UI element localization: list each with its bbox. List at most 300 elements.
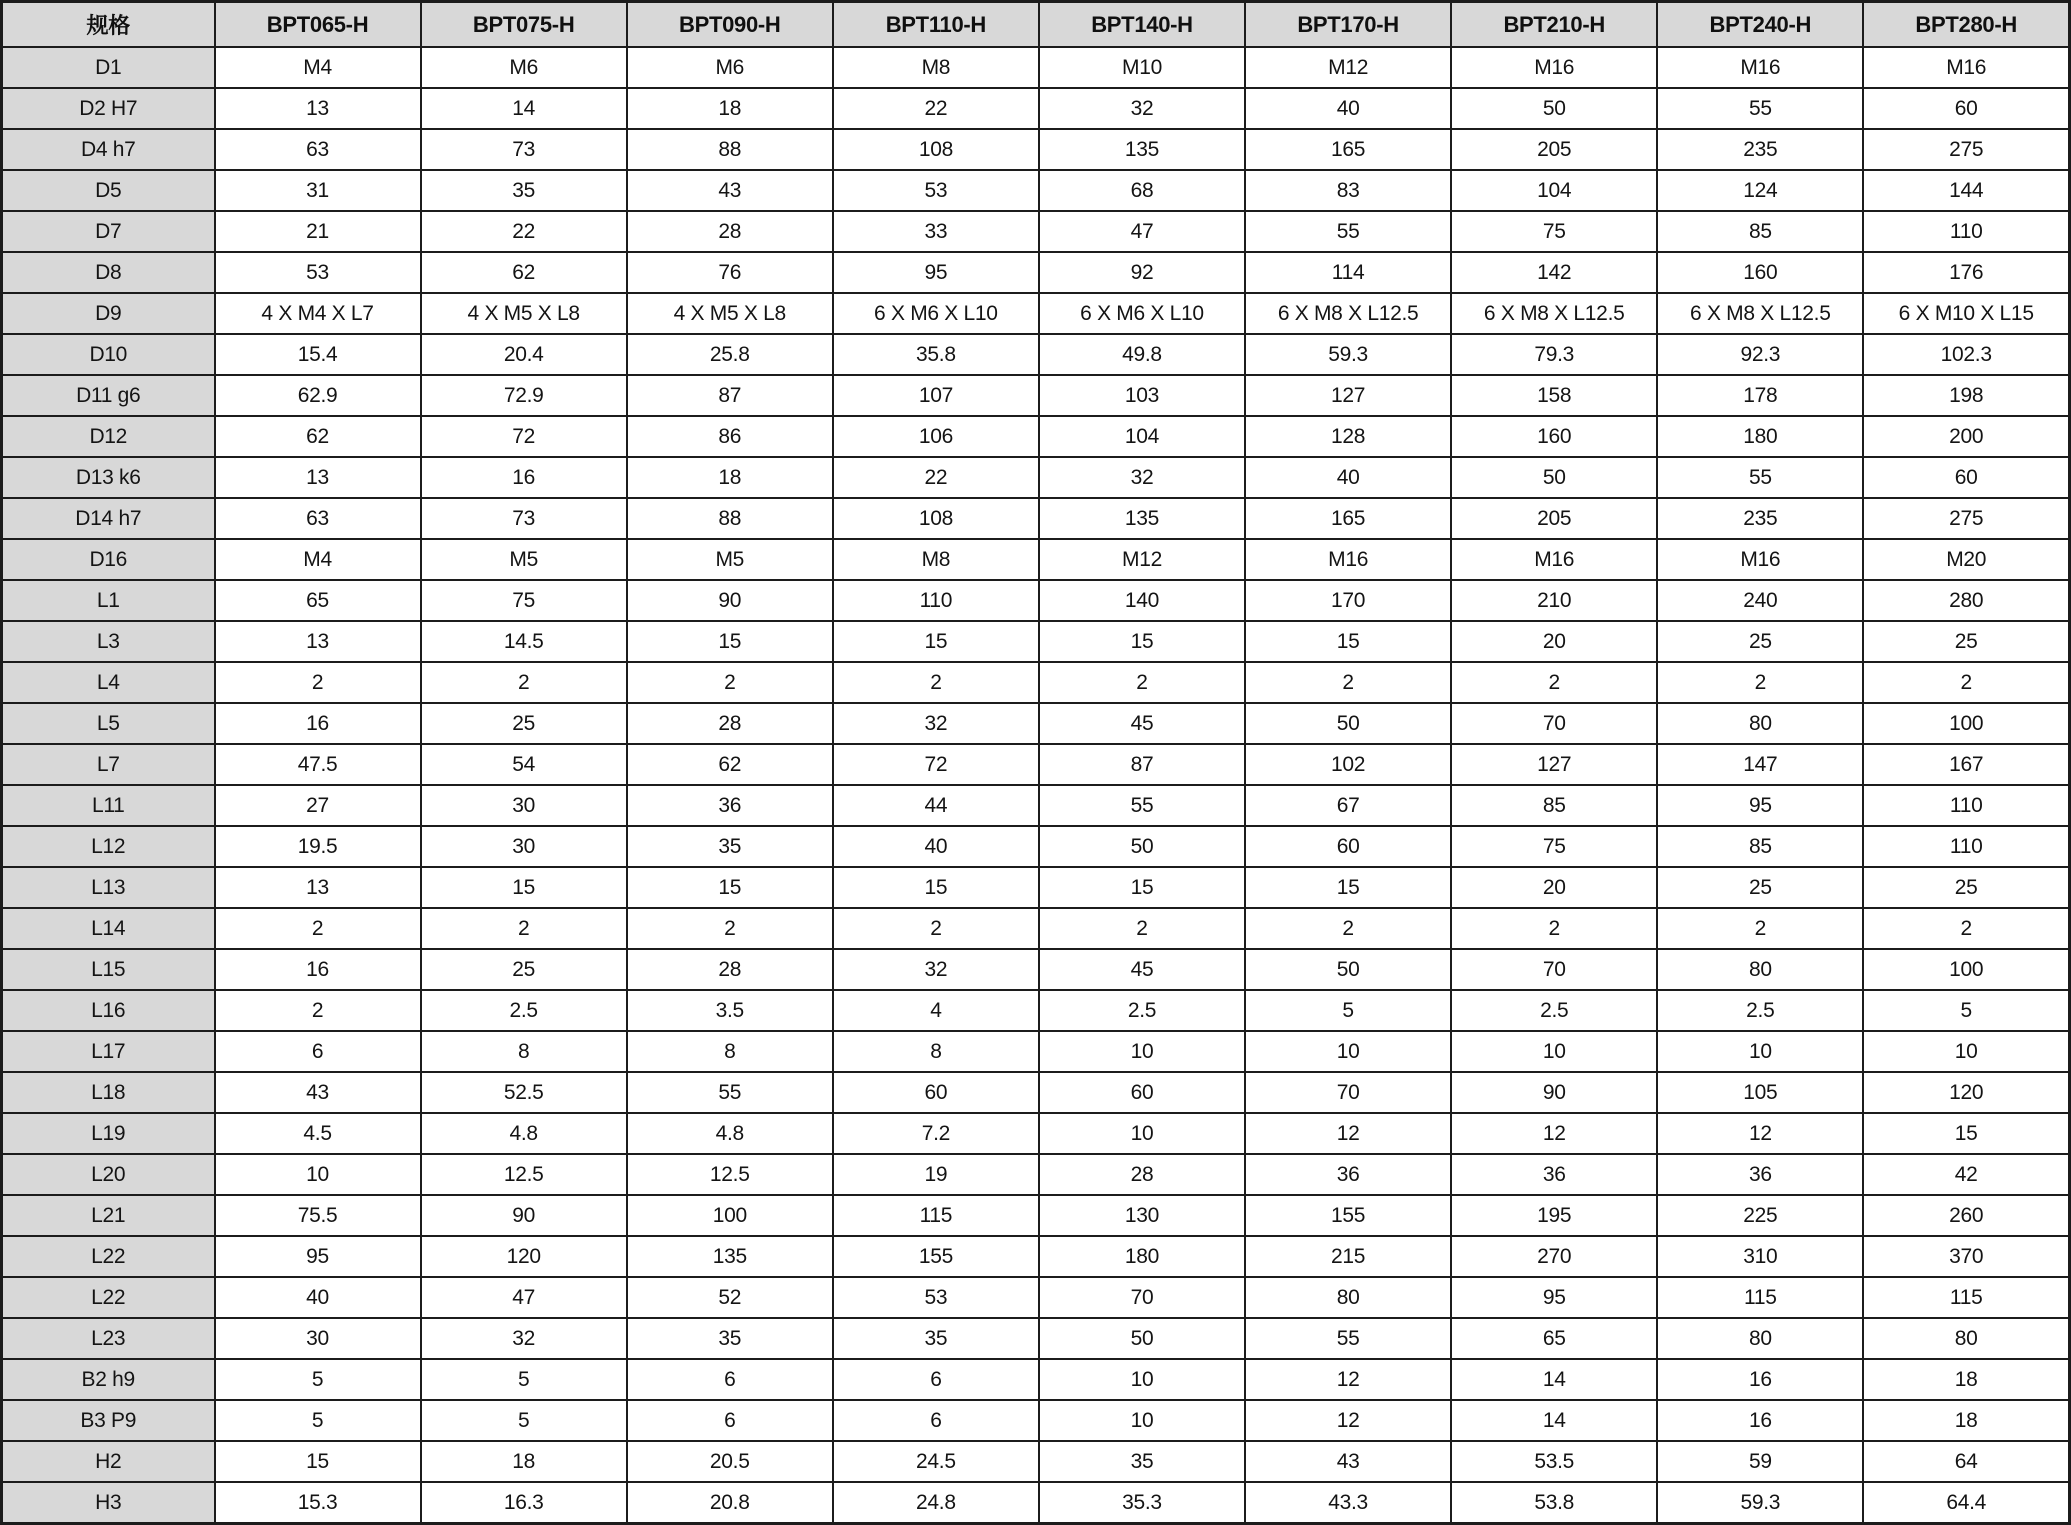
table-cell: 2 xyxy=(1245,662,1451,703)
table-cell: 28 xyxy=(627,211,833,252)
table-cell: 15 xyxy=(1245,867,1451,908)
table-cell: 158 xyxy=(1451,375,1657,416)
table-cell: 55 xyxy=(1657,457,1863,498)
table-cell: 49.8 xyxy=(1039,334,1245,375)
table-cell: 90 xyxy=(1451,1072,1657,1113)
table-cell: 135 xyxy=(1039,498,1245,539)
table-cell: 30 xyxy=(421,826,627,867)
table-cell: 15 xyxy=(1039,621,1245,662)
table-cell: 4 X M5 X L8 xyxy=(421,293,627,334)
table-cell: 2 xyxy=(833,662,1039,703)
table-cell: 155 xyxy=(1245,1195,1451,1236)
table-cell: 40 xyxy=(215,1277,421,1318)
table-cell: 15 xyxy=(627,621,833,662)
table-cell: 45 xyxy=(1039,703,1245,744)
table-cell: 115 xyxy=(1657,1277,1863,1318)
table-cell: 62 xyxy=(421,252,627,293)
table-cell: 275 xyxy=(1863,498,2069,539)
table-cell: 2 xyxy=(1039,662,1245,703)
table-cell: M5 xyxy=(627,539,833,580)
table-cell: 107 xyxy=(833,375,1039,416)
table-cell: 28 xyxy=(1039,1154,1245,1195)
table-row xyxy=(2,211,2070,252)
table-cell: 147 xyxy=(1657,744,1863,785)
table-cell: 10 xyxy=(1451,1031,1657,1072)
table-cell: 62 xyxy=(627,744,833,785)
table-cell: 12 xyxy=(1657,1113,1863,1154)
table-cell: 108 xyxy=(833,129,1039,170)
table-cell: 80 xyxy=(1657,703,1863,744)
table-cell: 6 xyxy=(627,1400,833,1441)
table-cell: 4.8 xyxy=(421,1113,627,1154)
table-cell: 65 xyxy=(215,580,421,621)
table-cell: 160 xyxy=(1451,416,1657,457)
row-label: D2 H7 xyxy=(2,88,215,129)
table-cell: 2 xyxy=(1863,662,2069,703)
table-cell: 55 xyxy=(1245,1318,1451,1359)
table-row xyxy=(2,1400,2070,1441)
row-label: L11 xyxy=(2,785,215,826)
table-cell: 42 xyxy=(1863,1154,2069,1195)
table-cell: 2 xyxy=(1451,662,1657,703)
table-cell: 95 xyxy=(215,1236,421,1277)
table-cell: 55 xyxy=(627,1072,833,1113)
row-label: D13 k6 xyxy=(2,457,215,498)
table-cell: 10 xyxy=(1039,1031,1245,1072)
table-cell: M16 xyxy=(1657,47,1863,88)
table-cell: 70 xyxy=(1039,1277,1245,1318)
table-cell: 52.5 xyxy=(421,1072,627,1113)
table-cell: 13 xyxy=(215,867,421,908)
row-label: L5 xyxy=(2,703,215,744)
table-cell: 35.3 xyxy=(1039,1482,1245,1524)
table-cell: 6 X M6 X L10 xyxy=(833,293,1039,334)
table-cell: 167 xyxy=(1863,744,2069,785)
table-cell: 32 xyxy=(833,949,1039,990)
table-cell: 32 xyxy=(1039,457,1245,498)
table-cell: 105 xyxy=(1657,1072,1863,1113)
table-cell: 13 xyxy=(215,621,421,662)
table-cell: 15.3 xyxy=(215,1482,421,1524)
table-cell: 79.3 xyxy=(1451,334,1657,375)
table-cell: 32 xyxy=(421,1318,627,1359)
table-cell: 55 xyxy=(1657,88,1863,129)
table-cell: M12 xyxy=(1039,539,1245,580)
table-cell: 87 xyxy=(1039,744,1245,785)
table-cell: 53.8 xyxy=(1451,1482,1657,1524)
table-cell: 100 xyxy=(627,1195,833,1236)
table-cell: 2 xyxy=(1657,662,1863,703)
table-cell: M16 xyxy=(1245,539,1451,580)
table-cell: 35 xyxy=(421,170,627,211)
table-cell: 47.5 xyxy=(215,744,421,785)
table-cell: 70 xyxy=(1451,703,1657,744)
table-cell: 80 xyxy=(1657,1318,1863,1359)
row-label: L1 xyxy=(2,580,215,621)
table-cell: 180 xyxy=(1039,1236,1245,1277)
table-cell: 25 xyxy=(421,703,627,744)
row-label: L18 xyxy=(2,1072,215,1113)
table-cell: 275 xyxy=(1863,129,2069,170)
table-cell: 108 xyxy=(833,498,1039,539)
table-cell: 104 xyxy=(1451,170,1657,211)
row-label: D9 xyxy=(2,293,215,334)
table-cell: 110 xyxy=(1863,826,2069,867)
table-row xyxy=(2,744,2070,785)
table-cell: 16.3 xyxy=(421,1482,627,1524)
table-cell: 15 xyxy=(1039,867,1245,908)
row-label: D12 xyxy=(2,416,215,457)
table-cell: 2.5 xyxy=(1451,990,1657,1031)
row-label: L7 xyxy=(2,744,215,785)
table-cell: 6 xyxy=(833,1400,1039,1441)
row-label: L22 xyxy=(2,1236,215,1277)
table-cell: 8 xyxy=(421,1031,627,1072)
table-cell: 176 xyxy=(1863,252,2069,293)
table-row xyxy=(2,375,2070,416)
table-cell: 15 xyxy=(627,867,833,908)
table-cell: 15 xyxy=(833,867,1039,908)
table-cell: 63 xyxy=(215,129,421,170)
table-cell: 18 xyxy=(421,1441,627,1482)
table-cell: 5 xyxy=(421,1400,627,1441)
table-cell: 16 xyxy=(215,703,421,744)
table-row xyxy=(2,703,2070,744)
table-cell: 15 xyxy=(215,1441,421,1482)
table-cell: 165 xyxy=(1245,129,1451,170)
table-cell: 90 xyxy=(421,1195,627,1236)
column-header-bpt075-h: BPT075-H xyxy=(421,2,627,48)
table-cell: 20.8 xyxy=(627,1482,833,1524)
table-cell: 36 xyxy=(1657,1154,1863,1195)
table-cell: 75.5 xyxy=(215,1195,421,1236)
table-cell: 20.5 xyxy=(627,1441,833,1482)
table-cell: 12 xyxy=(1451,1113,1657,1154)
column-header-bpt240-h: BPT240-H xyxy=(1657,2,1863,48)
header-row xyxy=(2,2,2070,48)
table-cell: 14 xyxy=(1451,1359,1657,1400)
table-cell: 72 xyxy=(421,416,627,457)
table-cell: 53.5 xyxy=(1451,1441,1657,1482)
table-cell: 4 X M5 X L8 xyxy=(627,293,833,334)
row-label: L14 xyxy=(2,908,215,949)
table-cell: 25 xyxy=(1657,867,1863,908)
column-header-bpt170-h: BPT170-H xyxy=(1245,2,1451,48)
table-cell: 2 xyxy=(1657,908,1863,949)
row-label: L21 xyxy=(2,1195,215,1236)
table-cell: 35 xyxy=(627,826,833,867)
table-cell: 59.3 xyxy=(1657,1482,1863,1524)
table-cell: 10 xyxy=(1039,1359,1245,1400)
table-cell: 95 xyxy=(833,252,1039,293)
table-cell: 12 xyxy=(1245,1359,1451,1400)
table-cell: 7.2 xyxy=(833,1113,1039,1154)
table-cell: 32 xyxy=(833,703,1039,744)
column-header-bpt090-h: BPT090-H xyxy=(627,2,833,48)
table-cell: 2 xyxy=(1039,908,1245,949)
table-cell: 110 xyxy=(1863,785,2069,826)
table-cell: 47 xyxy=(1039,211,1245,252)
table-cell: 95 xyxy=(1657,785,1863,826)
table-cell: 40 xyxy=(1245,88,1451,129)
table-cell: 110 xyxy=(833,580,1039,621)
table-cell: 30 xyxy=(421,785,627,826)
row-label: L3 xyxy=(2,621,215,662)
table-cell: 64 xyxy=(1863,1441,2069,1482)
table-cell: 55 xyxy=(1245,211,1451,252)
table-cell: 103 xyxy=(1039,375,1245,416)
table-cell: M16 xyxy=(1451,47,1657,88)
table-cell: 15 xyxy=(1863,1113,2069,1154)
table-cell: 114 xyxy=(1245,252,1451,293)
table-cell: 15 xyxy=(833,621,1039,662)
table-cell: 310 xyxy=(1657,1236,1863,1277)
table-row xyxy=(2,990,2070,1031)
table-cell: 15 xyxy=(1245,621,1451,662)
table-cell: 45 xyxy=(1039,949,1245,990)
row-label: D4 h7 xyxy=(2,129,215,170)
table-cell: 100 xyxy=(1863,703,2069,744)
table-cell: 90 xyxy=(627,580,833,621)
table-row xyxy=(2,1195,2070,1236)
table-cell: 73 xyxy=(421,498,627,539)
table-cell: 85 xyxy=(1657,826,1863,867)
table-cell: 22 xyxy=(833,88,1039,129)
table-cell: 53 xyxy=(833,1277,1039,1318)
row-label: D16 xyxy=(2,539,215,580)
table-cell: 28 xyxy=(627,703,833,744)
table-row xyxy=(2,1359,2070,1400)
row-label: L4 xyxy=(2,662,215,703)
table-cell: 85 xyxy=(1657,211,1863,252)
table-cell: 22 xyxy=(833,457,1039,498)
table-row xyxy=(2,908,2070,949)
table-cell: 50 xyxy=(1245,949,1451,990)
table-cell: 80 xyxy=(1657,949,1863,990)
table-row xyxy=(2,1318,2070,1359)
table-cell: 43 xyxy=(627,170,833,211)
row-label: L12 xyxy=(2,826,215,867)
table-cell: 16 xyxy=(1657,1400,1863,1441)
table-cell: 6 X M6 X L10 xyxy=(1039,293,1245,334)
table-cell: 60 xyxy=(1863,457,2069,498)
table-cell: 59.3 xyxy=(1245,334,1451,375)
table-cell: 53 xyxy=(833,170,1039,211)
table-cell: 144 xyxy=(1863,170,2069,211)
table-cell: 33 xyxy=(833,211,1039,252)
table-row xyxy=(2,1113,2070,1154)
table-cell: 43 xyxy=(1245,1441,1451,1482)
table-cell: 2.5 xyxy=(421,990,627,1031)
table-cell: 235 xyxy=(1657,129,1863,170)
table-cell: 95 xyxy=(1451,1277,1657,1318)
table-cell: 160 xyxy=(1657,252,1863,293)
table-cell: 75 xyxy=(1451,211,1657,252)
table-cell: 5 xyxy=(215,1359,421,1400)
table-cell: 4 X M4 X L7 xyxy=(215,293,421,334)
table-cell: 25.8 xyxy=(627,334,833,375)
table-cell: 2 xyxy=(421,908,627,949)
table-cell: 88 xyxy=(627,129,833,170)
row-label: L20 xyxy=(2,1154,215,1195)
table-cell: 35 xyxy=(1039,1441,1245,1482)
table-cell: 50 xyxy=(1039,1318,1245,1359)
table-cell: 80 xyxy=(1863,1318,2069,1359)
table-cell: 86 xyxy=(627,416,833,457)
table-cell: M4 xyxy=(215,47,421,88)
table-cell: 20.4 xyxy=(421,334,627,375)
table-row xyxy=(2,1277,2070,1318)
table-cell: 4 xyxy=(833,990,1039,1031)
table-cell: 270 xyxy=(1451,1236,1657,1277)
table-row xyxy=(2,826,2070,867)
table-cell: 12.5 xyxy=(627,1154,833,1195)
table-cell: 10 xyxy=(1657,1031,1863,1072)
table-cell: 6 xyxy=(215,1031,421,1072)
table-cell: 70 xyxy=(1245,1072,1451,1113)
table-cell: 62.9 xyxy=(215,375,421,416)
table-cell: 47 xyxy=(421,1277,627,1318)
table-cell: 135 xyxy=(1039,129,1245,170)
table-cell: 25 xyxy=(1657,621,1863,662)
row-label: D11 g6 xyxy=(2,375,215,416)
table-cell: 165 xyxy=(1245,498,1451,539)
table-cell: 76 xyxy=(627,252,833,293)
table-cell: 6 X M8 X L12.5 xyxy=(1657,293,1863,334)
table-cell: 6 X M10 X L15 xyxy=(1863,293,2069,334)
table-cell: 5 xyxy=(215,1400,421,1441)
table-cell: 115 xyxy=(1863,1277,2069,1318)
table-cell: 142 xyxy=(1451,252,1657,293)
table-cell: 92 xyxy=(1039,252,1245,293)
row-label: L22 xyxy=(2,1277,215,1318)
table-cell: 170 xyxy=(1245,580,1451,621)
table-cell: 155 xyxy=(833,1236,1039,1277)
table-row xyxy=(2,47,2070,88)
table-cell: 16 xyxy=(1657,1359,1863,1400)
table-cell: 18 xyxy=(1863,1400,2069,1441)
column-header-bpt110-h: BPT110-H xyxy=(833,2,1039,48)
table-cell: M16 xyxy=(1451,539,1657,580)
table-cell: 14 xyxy=(1451,1400,1657,1441)
table-cell: 10 xyxy=(1039,1400,1245,1441)
row-label: B3 P9 xyxy=(2,1400,215,1441)
table-row xyxy=(2,334,2070,375)
table-cell: 2 xyxy=(215,662,421,703)
table-cell: 50 xyxy=(1451,88,1657,129)
table-cell: 20 xyxy=(1451,621,1657,662)
table-cell: 55 xyxy=(1039,785,1245,826)
table-cell: 54 xyxy=(421,744,627,785)
table-row xyxy=(2,621,2070,662)
table-cell: M6 xyxy=(627,47,833,88)
table-cell: 80 xyxy=(1245,1277,1451,1318)
table-cell: 4.5 xyxy=(215,1113,421,1154)
table-cell: 32 xyxy=(1039,88,1245,129)
table-cell: 88 xyxy=(627,498,833,539)
table-cell: 225 xyxy=(1657,1195,1863,1236)
table-row xyxy=(2,662,2070,703)
row-label: D5 xyxy=(2,170,215,211)
table-cell: 2 xyxy=(833,908,1039,949)
table-cell: 2.5 xyxy=(1657,990,1863,1031)
column-header-bpt065-h: BPT065-H xyxy=(215,2,421,48)
table-cell: M5 xyxy=(421,539,627,580)
table-cell: 10 xyxy=(215,1154,421,1195)
table-cell: M6 xyxy=(421,47,627,88)
row-label: D8 xyxy=(2,252,215,293)
table-row xyxy=(2,1441,2070,1482)
table-cell: 127 xyxy=(1245,375,1451,416)
table-cell: 10 xyxy=(1863,1031,2069,1072)
table-row xyxy=(2,1236,2070,1277)
row-label: H2 xyxy=(2,1441,215,1482)
table-cell: 25 xyxy=(1863,867,2069,908)
table-cell: 19.5 xyxy=(215,826,421,867)
table-cell: 8 xyxy=(833,1031,1039,1072)
row-label: D10 xyxy=(2,334,215,375)
table-cell: 14 xyxy=(421,88,627,129)
table-cell: 83 xyxy=(1245,170,1451,211)
table-cell: 2.5 xyxy=(1039,990,1245,1031)
table-cell: 67 xyxy=(1245,785,1451,826)
table-cell: 35 xyxy=(833,1318,1039,1359)
row-label: B2 h9 xyxy=(2,1359,215,1400)
table-cell: 8 xyxy=(627,1031,833,1072)
table-cell: 115 xyxy=(833,1195,1039,1236)
table-cell: 68 xyxy=(1039,170,1245,211)
table-cell: 110 xyxy=(1863,211,2069,252)
row-label: D7 xyxy=(2,211,215,252)
table-cell: 36 xyxy=(1451,1154,1657,1195)
table-cell: 92.3 xyxy=(1657,334,1863,375)
table-cell: 72.9 xyxy=(421,375,627,416)
table-cell: 72 xyxy=(833,744,1039,785)
table-cell: 18 xyxy=(627,88,833,129)
table-cell: 2 xyxy=(1245,908,1451,949)
table-row xyxy=(2,129,2070,170)
table-cell: 24.8 xyxy=(833,1482,1039,1524)
table-cell: 130 xyxy=(1039,1195,1245,1236)
row-label: L15 xyxy=(2,949,215,990)
table-cell: 106 xyxy=(833,416,1039,457)
table-cell: 62 xyxy=(215,416,421,457)
table-cell: 35 xyxy=(627,1318,833,1359)
table-cell: M4 xyxy=(215,539,421,580)
table-row xyxy=(2,867,2070,908)
table-cell: 60 xyxy=(1039,1072,1245,1113)
table-cell: 19 xyxy=(833,1154,1039,1195)
table-cell: 59 xyxy=(1657,1441,1863,1482)
table-cell: 10 xyxy=(1039,1113,1245,1154)
table-cell: 104 xyxy=(1039,416,1245,457)
table-cell: 5 xyxy=(421,1359,627,1400)
table-cell: 2 xyxy=(627,908,833,949)
table-row xyxy=(2,1072,2070,1113)
table-cell: 2 xyxy=(1451,908,1657,949)
table-cell: M20 xyxy=(1863,539,2069,580)
row-label: D1 xyxy=(2,47,215,88)
table-cell: 102 xyxy=(1245,744,1451,785)
table-cell: 13 xyxy=(215,457,421,498)
table-cell: 12 xyxy=(1245,1113,1451,1154)
table-cell: 128 xyxy=(1245,416,1451,457)
table-cell: 16 xyxy=(215,949,421,990)
table-cell: 205 xyxy=(1451,498,1657,539)
table-cell: 6 X M8 X L12.5 xyxy=(1245,293,1451,334)
table-cell: 210 xyxy=(1451,580,1657,621)
table-cell: M10 xyxy=(1039,47,1245,88)
